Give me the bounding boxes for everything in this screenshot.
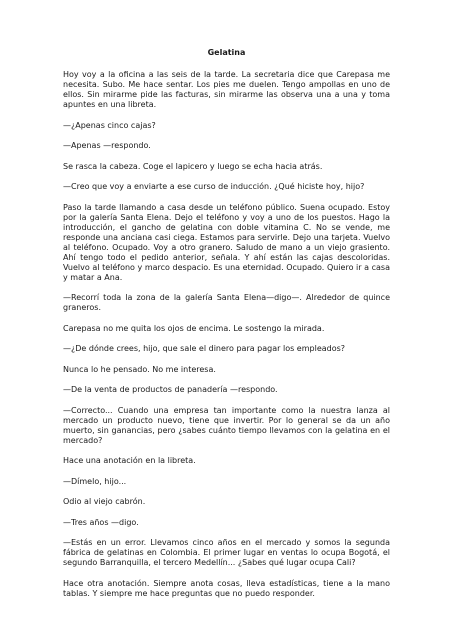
paragraph: Odio al viejo cabrón.	[63, 497, 146, 506]
paragraph: —Dímelo, hijo...	[63, 476, 127, 486]
paragraph: —Creo que voy a enviarte a ese curso de inducción. ¿Qué hiciste hoy, hijo?	[63, 182, 365, 191]
paragraph: —¿Apenas cinco cajas?	[63, 120, 156, 130]
paragraph: —Correcto... Cuando una empresa tan importante como la nuestra lanza al mercado un producto nuevo, tiene que invertir. Por lo general se da un año muerto, sin ganancias, pero ¿sabes cuánto tiempo llevamos con la gelatina en el mercado?	[63, 405, 390, 445]
paragraph: —Recorrí toda la zona de la galería Santa Elena—digo—. Alrededor de quince graneros.	[63, 293, 390, 312]
document-title: Gelatina	[207, 48, 246, 57]
paragraph: —De la venta de productos de panadería —respondo.	[63, 385, 278, 394]
paragraph: Se rasca la cabeza. Coge el lapicero y luego se echa hacia atrás.	[63, 161, 323, 171]
paragraph: —Estás en un error. Llevamos cinco años en el mercado y somos la segunda fábrica de gelatinas en Colombia. El primer lugar en ventas lo ocupa Bogotá, el segundo Barranquilla, el tercero Medellín... ¿Sabes qué lugar ocupa Cali?	[63, 538, 390, 567]
paragraph: Hoy voy a la oficina a las seis de la tarde. La secretaria dice que Carepasa me necesita. Subo. Me hace sentar. Los pies me duelen. Tengo ampollas en uno de ellos. Sin mirarme pide las facturas, sin mirarme las observa una a una y toma apuntes en una libreta.	[63, 70, 390, 109]
paragraph: Nunca lo he pensado. No me interesa.	[63, 364, 216, 374]
paragraph: Paso la tarde llamando a casa desde un teléfono público. Suena ocupado. Estoy por la galería Santa Elena. Dejo el teléfono y voy a uno de los puestos. Hago la introducción, el gancho de gelatina con doble vitamina C. No se vende, me responde una anciana casi ciega. Estamos para servirle. Dejo una tarjeta. Vuelvo al teléfono. Ocupado. Voy a otro granero. Saludo de mano a un viejo grasiento. Ahí tengo todo el pedido anterior, señala. Y ahí están las cajas descoloridas. Vuelvo al teléfono y marco despacio. Es una eternidad. Ocupado. Quiero ir a casa y matar a Ana.	[63, 202, 390, 282]
document-page	[63, 48, 390, 609]
paragraph: —Apenas —respondo.	[63, 141, 151, 150]
paragraph: —Tres años —digo.	[63, 517, 139, 527]
paragraph: Carepasa no me quita los ojos de encima. Le sostengo la mirada.	[63, 323, 325, 333]
paragraph: Hace una anotación en la libreta.	[63, 456, 196, 465]
paragraph: —¿De dónde crees, hijo, que sale el dinero para pagar los empleados?	[63, 344, 346, 353]
paragraph: Hace otra anotación. Siempre anota cosas, lleva estadísticas, tiene a la mano tablas. Y siempre me hace preguntas que no puedo responder.	[63, 578, 390, 598]
